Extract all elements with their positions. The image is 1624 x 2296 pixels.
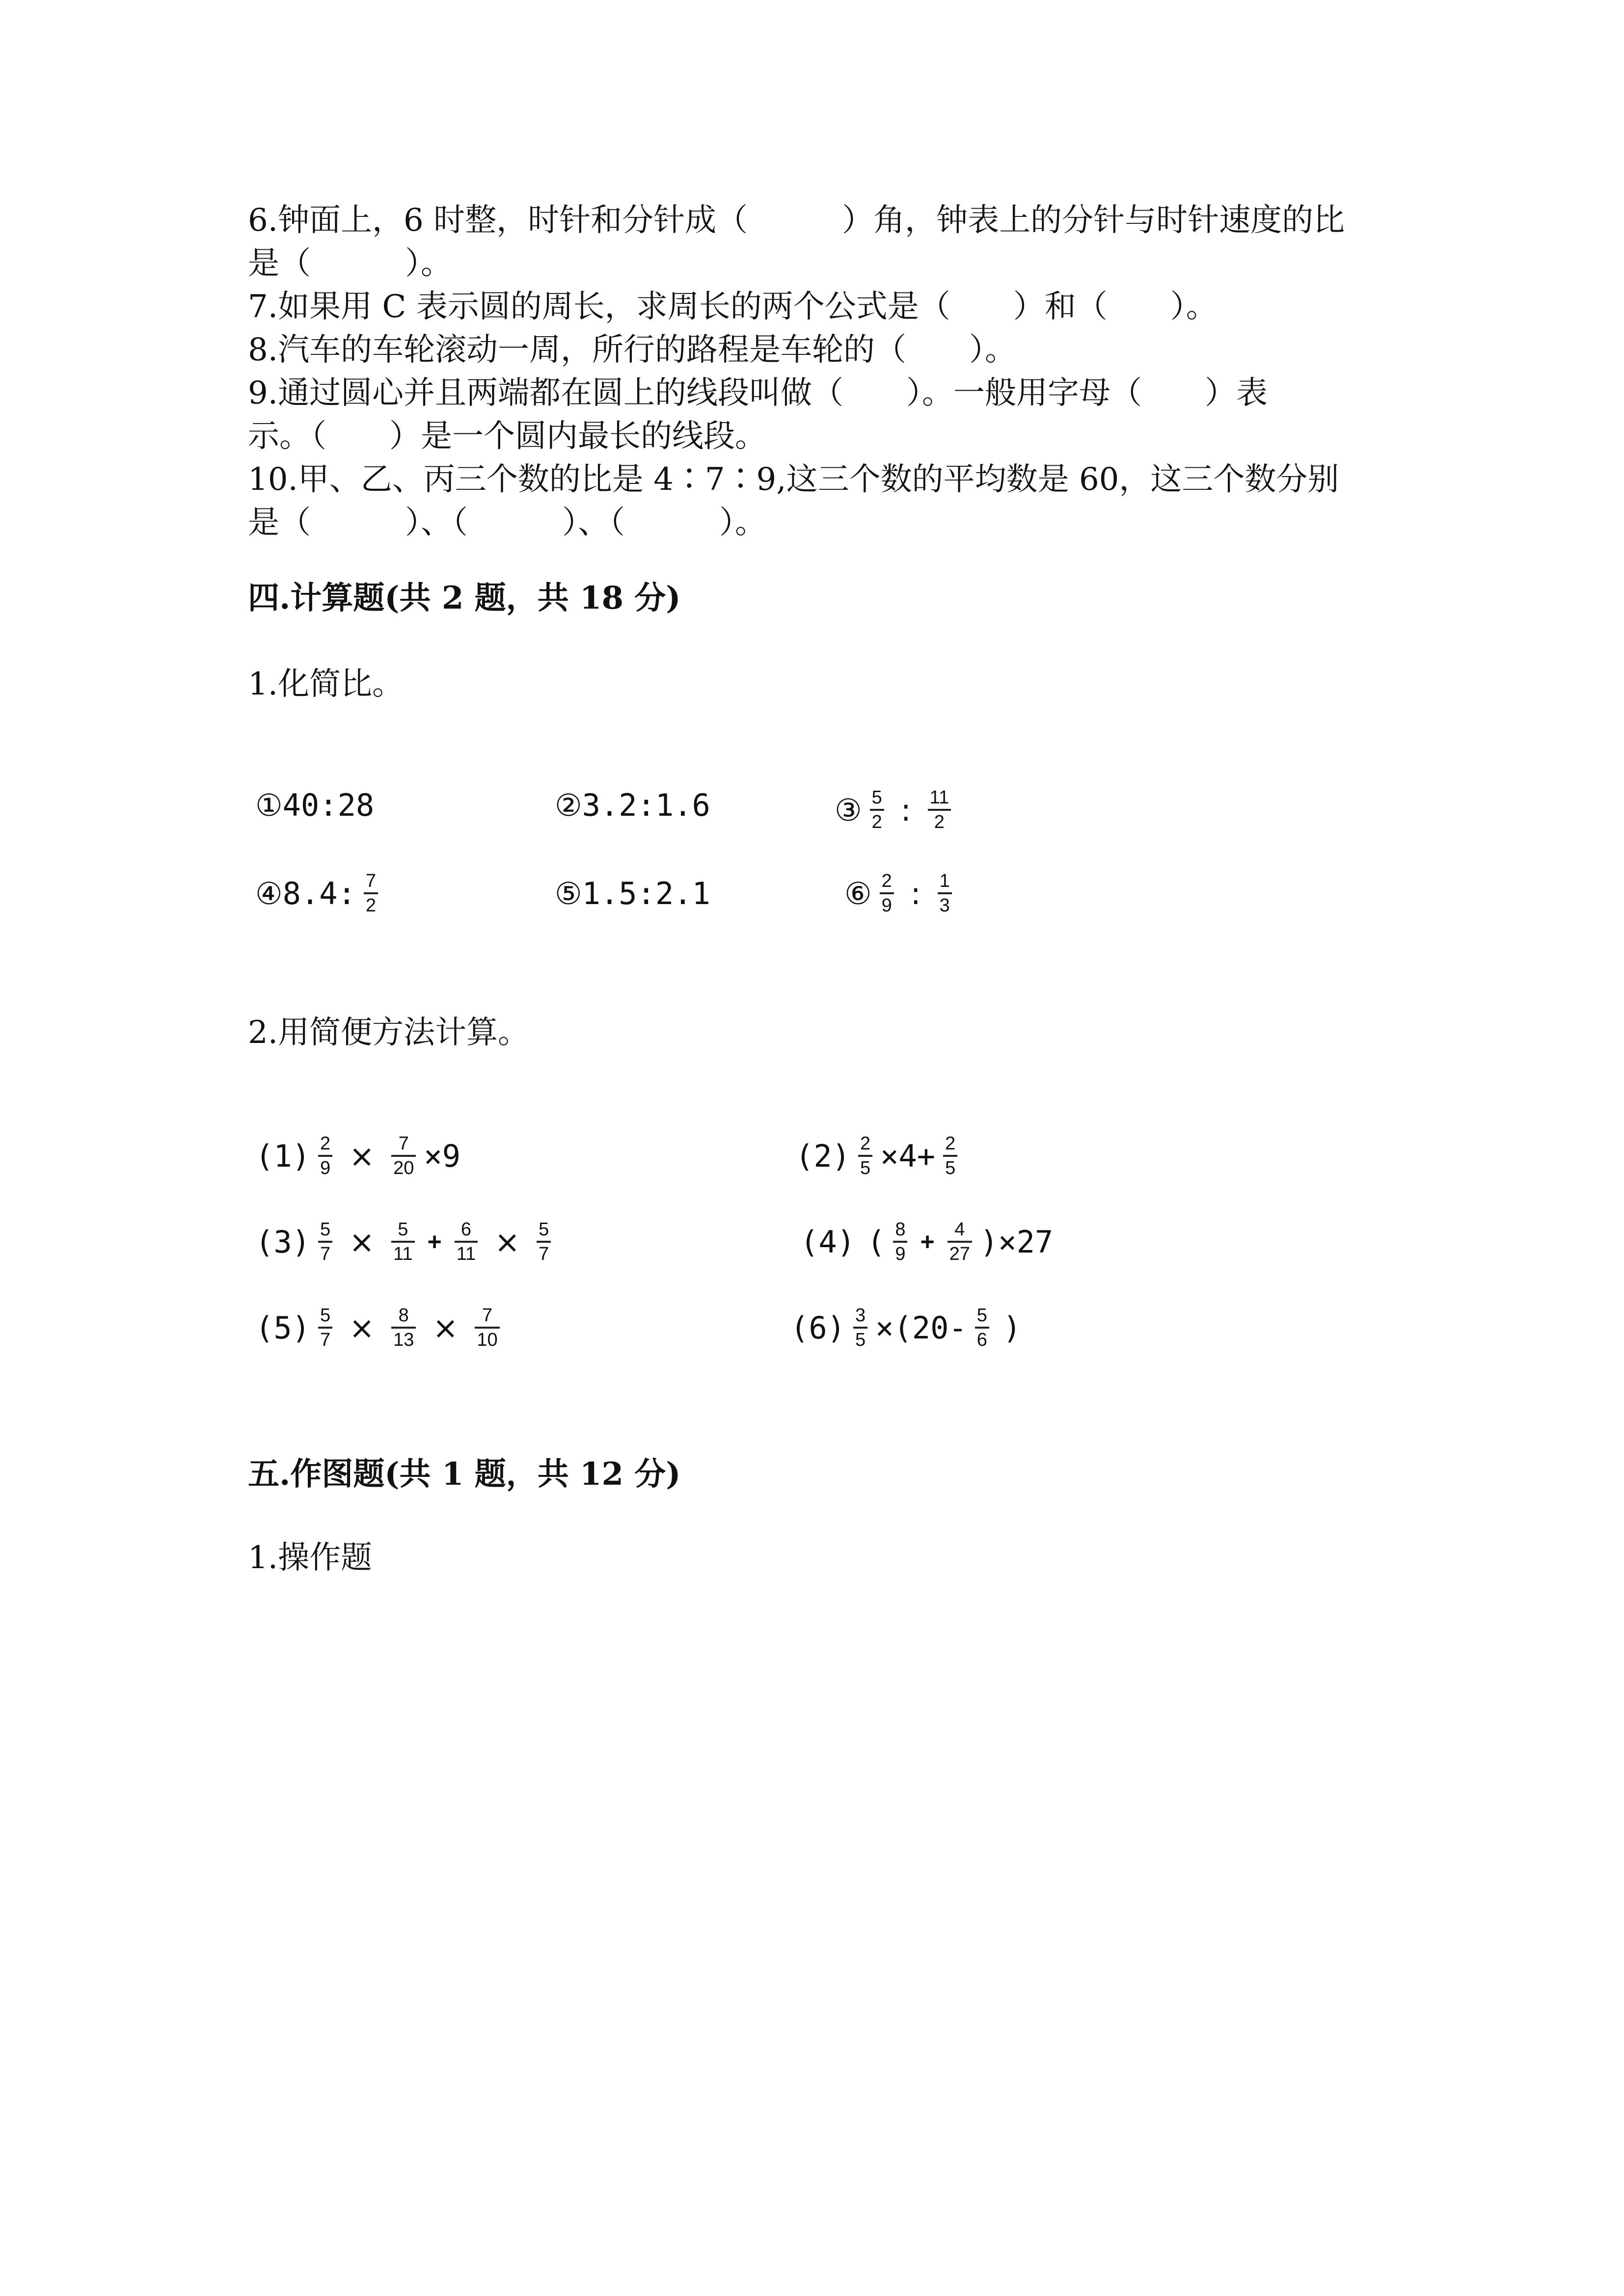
fraction-bar xyxy=(537,1241,551,1243)
calc-item-6 xyxy=(790,1301,1021,1355)
fraction-bar xyxy=(880,892,894,894)
fraction xyxy=(893,1219,907,1265)
section-4-q1-title: 1.化简比。 xyxy=(248,666,404,702)
calc-item-2-middle: ×4+ xyxy=(880,1138,936,1174)
numerator: 2 xyxy=(945,1133,956,1154)
denominator: 11 xyxy=(393,1244,413,1264)
numerator: 5 xyxy=(539,1219,549,1240)
plus-sign: + xyxy=(427,1228,442,1255)
section-5-heading: 五.作图题(共 1 题，共 12 分) xyxy=(248,1456,681,1493)
fraction xyxy=(364,870,378,916)
denominator: 7 xyxy=(539,1244,549,1264)
ratio-item-4 xyxy=(255,866,386,920)
fraction-bar xyxy=(853,1327,867,1329)
fraction xyxy=(318,1133,332,1179)
close-paren: ) xyxy=(1002,1309,1022,1346)
q9-line-1: 9.通过圆心并且两端都在圆上的线段叫做（ ）。一般用字母（ ）表 xyxy=(248,375,1268,411)
fraction-bar xyxy=(858,1155,872,1157)
q6-line-1: 6.钟面上，6 时整，时针和分针成（ ）角，钟表上的分针与时针速度的比 xyxy=(248,202,1345,239)
fraction xyxy=(858,1133,872,1179)
numerator: 5 xyxy=(320,1219,331,1240)
calc-item-1 xyxy=(255,1129,460,1183)
calc-item-5-label: (5) xyxy=(255,1309,310,1346)
calc-item-3-label: (3) xyxy=(255,1224,310,1260)
multiply-sign: × xyxy=(349,1224,375,1260)
multiply-sign: × xyxy=(494,1224,520,1260)
denominator: 13 xyxy=(393,1330,414,1350)
fraction xyxy=(943,1133,957,1179)
ratio-item-1 xyxy=(255,783,374,827)
denominator: 20 xyxy=(393,1158,414,1178)
q6-line-2: 是（ ）。 xyxy=(248,245,452,282)
fraction-bar xyxy=(391,1327,416,1329)
section-4-q2-title: 2.用简便方法计算。 xyxy=(248,1015,530,1051)
fraction-bar xyxy=(870,809,884,811)
ratio-colon: : xyxy=(910,875,921,911)
q9-line-2: 示。（ ）是一个圆内最长的线段。 xyxy=(248,418,766,454)
numerator: 6 xyxy=(460,1219,472,1240)
fraction xyxy=(391,1219,414,1265)
fraction xyxy=(870,787,884,833)
fraction-bar xyxy=(391,1241,414,1243)
calc-item-2-label: (2) xyxy=(795,1138,850,1174)
fraction-bar xyxy=(318,1241,332,1243)
ratio-item-5 xyxy=(555,871,710,915)
fraction-bar xyxy=(938,892,952,894)
fraction xyxy=(318,1305,332,1351)
numerator: 5 xyxy=(871,787,882,808)
denominator: 11 xyxy=(456,1244,476,1264)
numerator: 1 xyxy=(939,871,950,891)
denominator: 9 xyxy=(320,1158,331,1178)
fraction-bar xyxy=(364,892,378,894)
numerator: 4 xyxy=(954,1219,965,1240)
calc-item-4-tail: )×27 xyxy=(979,1224,1054,1260)
fraction xyxy=(318,1219,332,1265)
fraction-bar xyxy=(947,1241,972,1243)
ratio-colon: : xyxy=(900,792,911,828)
ratio-item-3 xyxy=(835,783,959,837)
denominator: 7 xyxy=(320,1244,331,1264)
ratio-item-2-text: ②3.2:1.6 xyxy=(555,787,710,823)
fraction xyxy=(880,870,894,916)
numerator: 3 xyxy=(855,1305,866,1326)
fraction xyxy=(475,1305,499,1351)
calc-item-5 xyxy=(255,1301,508,1355)
multiply-sign: × xyxy=(349,1138,375,1174)
calc-item-1-tail: ×9 xyxy=(424,1138,461,1174)
plus-sign: + xyxy=(920,1228,935,1255)
ratio-item-1-text: ①40:28 xyxy=(255,787,375,823)
denominator: 27 xyxy=(949,1244,970,1264)
denominator: 9 xyxy=(895,1244,906,1264)
numerator: 5 xyxy=(976,1305,987,1326)
fraction-bar xyxy=(318,1327,332,1329)
fraction xyxy=(391,1133,416,1179)
ratio-item-6 xyxy=(844,866,960,920)
denominator: 3 xyxy=(939,895,950,916)
fraction-bar xyxy=(928,809,951,811)
numerator: 7 xyxy=(398,1133,409,1154)
fraction xyxy=(975,1305,989,1351)
section-5-q1-title: 1.操作题 xyxy=(248,1540,373,1576)
q10-line-1: 10.甲、乙、丙三个数的比是 4∶7∶9,这三个数的平均数是 60，这三个数分别 xyxy=(248,461,1339,498)
fraction xyxy=(928,787,951,833)
fraction-bar xyxy=(318,1155,332,1157)
fraction xyxy=(391,1305,416,1351)
fraction xyxy=(853,1305,867,1351)
q7-line: 7.如果用 C 表示圆的周长，求周长的两个公式是（ ）和（ ）。 xyxy=(248,289,1218,325)
denominator: 2 xyxy=(871,812,882,832)
fraction xyxy=(938,870,952,916)
calc-item-4-label: (4) xyxy=(800,1224,855,1260)
numerator: 11 xyxy=(929,787,949,808)
numerator: 7 xyxy=(365,871,377,891)
calc-item-6-middle: ×(20- xyxy=(875,1309,967,1346)
denominator: 5 xyxy=(860,1158,871,1178)
multiply-sign: × xyxy=(349,1309,375,1346)
numerator: 7 xyxy=(482,1305,493,1326)
denominator: 9 xyxy=(881,895,892,916)
denominator: 2 xyxy=(365,895,377,916)
numerator: 5 xyxy=(398,1219,408,1240)
ratio-item-4-label: ④8.4: xyxy=(255,875,356,911)
fraction-bar xyxy=(943,1155,957,1157)
fraction-bar xyxy=(475,1327,499,1329)
open-paren: ( xyxy=(866,1224,886,1260)
denominator: 2 xyxy=(934,812,945,832)
denominator: 6 xyxy=(976,1330,987,1350)
ratio-item-6-label: ⑥ xyxy=(844,875,872,911)
denominator: 10 xyxy=(477,1330,498,1350)
numerator: 8 xyxy=(895,1219,906,1240)
numerator: 2 xyxy=(320,1133,331,1154)
calc-item-6-label: (6) xyxy=(790,1309,845,1346)
calc-item-2 xyxy=(795,1129,965,1183)
calc-item-3 xyxy=(255,1215,559,1269)
ratio-item-3-label: ③ xyxy=(835,792,862,828)
q8-line: 8.汽车的车轮滚动一周，所行的路程是车轮的（ ）。 xyxy=(248,332,1017,368)
denominator: 7 xyxy=(320,1330,331,1350)
fraction xyxy=(537,1219,551,1265)
q10-line-2: 是（ ）、（ ）、（ ）。 xyxy=(248,505,766,541)
fraction xyxy=(947,1219,972,1265)
numerator: 8 xyxy=(398,1305,409,1326)
fraction-bar xyxy=(975,1327,989,1329)
calc-item-1-label: (1) xyxy=(255,1138,310,1174)
numerator: 5 xyxy=(320,1305,331,1326)
fraction xyxy=(455,1219,478,1265)
multiply-sign: × xyxy=(433,1309,459,1346)
fraction-bar xyxy=(391,1155,416,1157)
ratio-item-2 xyxy=(555,783,710,827)
fraction-bar xyxy=(893,1241,907,1243)
numerator: 2 xyxy=(881,871,892,891)
numerator: 2 xyxy=(860,1133,871,1154)
section-4-heading: 四.计算题(共 2 题，共 18 分) xyxy=(248,580,681,616)
fraction-bar xyxy=(455,1241,478,1243)
ratio-item-5-text: ⑤1.5:2.1 xyxy=(555,875,710,911)
calc-item-4 xyxy=(800,1215,1053,1269)
denominator: 5 xyxy=(945,1158,956,1178)
denominator: 5 xyxy=(855,1330,866,1350)
